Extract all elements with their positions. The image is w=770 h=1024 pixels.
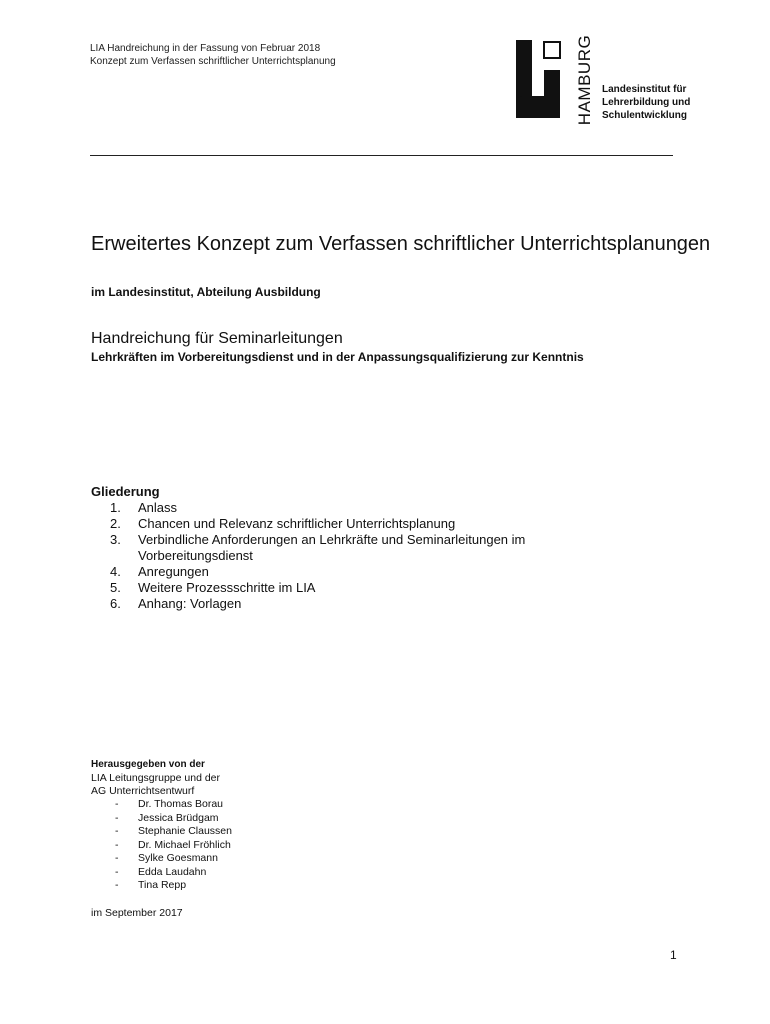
document-title: Erweitertes Konzept zum Verfassen schriftlicher Unterrichtsplanungen bbox=[91, 233, 711, 255]
toc-item-text: Verbindliche Anforderungen an Lehrkräfte und Seminarleitungen im Vorbereitungsdienst bbox=[138, 532, 526, 563]
toc-item-number: 6. bbox=[110, 596, 121, 611]
toc-item-number: 4. bbox=[110, 564, 121, 579]
toc-item bbox=[110, 532, 630, 564]
toc-item bbox=[110, 516, 630, 532]
member-dash: - bbox=[115, 879, 119, 891]
page-number: 1 bbox=[670, 948, 677, 962]
toc-item-text: Anhang: Vorlagen bbox=[138, 596, 242, 611]
toc-title: Gliederung bbox=[91, 484, 160, 499]
member-dash: - bbox=[115, 811, 119, 824]
member-item bbox=[115, 812, 232, 826]
header-line-2: Konzept zum Verfassen schriftlicher Unterrichtsplanung bbox=[90, 56, 336, 67]
publisher-heading: Herausgegeben von der bbox=[91, 759, 205, 770]
header-note bbox=[90, 42, 336, 68]
institute-line-2: Lehrerbildung und bbox=[602, 97, 691, 108]
member-item bbox=[115, 798, 232, 812]
table-of-contents bbox=[110, 500, 630, 612]
member-name: Jessica Brüdgam bbox=[138, 811, 219, 824]
member-dash: - bbox=[115, 852, 119, 864]
institute-line-1: Landesinstitut für bbox=[602, 84, 687, 95]
publication-date: im September 2017 bbox=[91, 907, 183, 919]
member-dash: - bbox=[115, 825, 119, 837]
member-item bbox=[115, 866, 232, 880]
toc-item-number: 2. bbox=[110, 516, 121, 531]
toc-item bbox=[110, 500, 630, 516]
toc-item-text: Chancen und Relevanz schriftlicher Unterrichtsplanung bbox=[138, 516, 456, 531]
toc-item bbox=[110, 580, 630, 596]
member-dash: - bbox=[115, 798, 119, 810]
institute-line-3: Schulentwicklung bbox=[602, 110, 688, 121]
member-name: Tina Repp bbox=[138, 879, 187, 891]
header-divider bbox=[90, 155, 673, 156]
member-name: Stephanie Claussen bbox=[138, 825, 232, 837]
member-item bbox=[115, 852, 232, 866]
handreichung-subheading: Lehrkräften im Vorbereitungsdienst und in der Anpassungsqualifizierung zur Kenntnis bbox=[91, 350, 584, 364]
toc-item-text: Anlass bbox=[138, 500, 178, 515]
header-line-1: LIA Handreichung in der Fassung von Februar 2018 bbox=[90, 43, 321, 54]
publisher-line-1: LIA Leitungsgruppe und der bbox=[91, 772, 221, 784]
publisher-line-2: AG Unterrichtsentwurf bbox=[91, 785, 195, 797]
toc-item bbox=[110, 564, 630, 580]
toc-item-number: 5. bbox=[110, 580, 121, 595]
member-name: Dr. Michael Fröhlich bbox=[138, 838, 231, 851]
member-item bbox=[115, 839, 232, 853]
document-subtitle: im Landesinstitut, Abteilung Ausbildung bbox=[91, 285, 321, 299]
member-item bbox=[115, 879, 232, 893]
toc-item-number: 3. bbox=[110, 532, 121, 547]
member-dash: - bbox=[115, 838, 119, 851]
hamburg-wordmark bbox=[572, 34, 598, 126]
member-dash: - bbox=[115, 865, 119, 878]
li-logo-icon bbox=[514, 40, 578, 120]
handreichung-heading: Handreichung für Seminarleitungen bbox=[91, 330, 343, 347]
member-list bbox=[115, 798, 232, 893]
toc-item-number: 1. bbox=[110, 500, 121, 515]
institute-name bbox=[602, 83, 690, 122]
toc-item-text: Weitere Prozessschritte im LIA bbox=[138, 580, 316, 595]
hamburg-text: HAMBURG bbox=[575, 34, 594, 126]
toc-item-text: Anregungen bbox=[138, 564, 209, 579]
member-item bbox=[115, 825, 232, 839]
member-name: Dr. Thomas Borau bbox=[138, 798, 224, 810]
toc-item bbox=[110, 596, 630, 612]
member-name: Edda Laudahn bbox=[138, 865, 207, 878]
member-name: Sylke Goesmann bbox=[138, 852, 218, 864]
